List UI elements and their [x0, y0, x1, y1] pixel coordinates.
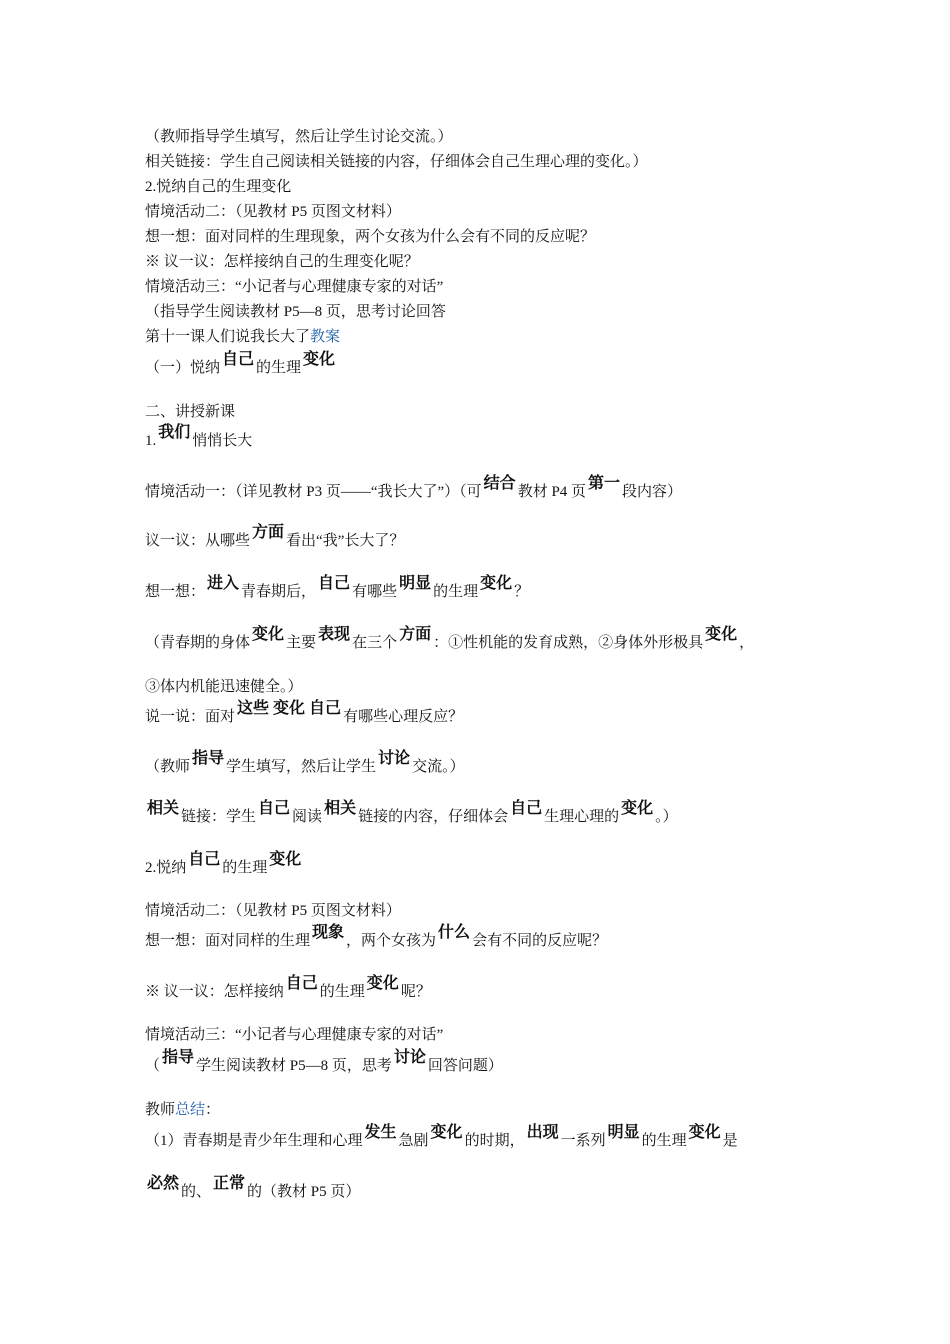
- text-run: 回答问题）: [427, 1058, 503, 1074]
- text-run: 相关链接：学生自己阅读相关链接的内容，仔细体会自己生理心理的变化。）: [145, 154, 648, 170]
- raised-term: 必然: [147, 1173, 180, 1192]
- text-run: 急剧: [398, 1133, 429, 1149]
- text-run: 链接的内容，仔细体会: [358, 809, 509, 825]
- text-run: 2.悦纳: [145, 860, 187, 876]
- text-line: [145, 202, 401, 222]
- raised-term: 自己: [258, 798, 291, 817]
- text-line: [145, 302, 446, 322]
- highlighted-link[interactable]: 总结: [175, 1102, 206, 1118]
- raised-term: 变化: [269, 849, 302, 868]
- raised-term: 结合: [483, 473, 516, 492]
- raised-term: 自己: [222, 349, 255, 368]
- text-run: （指导学生阅读教材 P5—8 页，思考讨论回答: [145, 304, 446, 320]
- raised-term: 变化: [688, 1122, 721, 1141]
- raised-term: 指导: [162, 1047, 195, 1066]
- text-line: [145, 677, 303, 697]
- raised-term: 自己: [188, 849, 221, 868]
- text-run: 的生理: [256, 360, 302, 376]
- text-run: 的生理: [319, 984, 365, 1000]
- text-run: 学生填写，然后让学生: [226, 759, 377, 775]
- text-run: ※ 议一议：怎样接纳自己的生理变化呢？: [145, 254, 419, 270]
- text-run: 想一想：: [145, 584, 206, 600]
- raised-term: 什么: [438, 922, 471, 941]
- text-run: 阅读: [292, 809, 323, 825]
- raised-term: 自己: [285, 973, 318, 992]
- raised-term: 自己: [309, 698, 342, 717]
- text-line: [145, 227, 595, 247]
- raised-term: 我们: [158, 422, 191, 441]
- raised-term: 进入: [207, 573, 240, 592]
- raised-term: 发生: [364, 1122, 397, 1141]
- raised-term: 讨论: [393, 1047, 426, 1066]
- raised-term: 出现: [526, 1122, 559, 1141]
- text-run: 主要: [286, 635, 317, 651]
- raised-term: 变化: [430, 1122, 463, 1141]
- text-line: [145, 849, 303, 878]
- highlighted-link[interactable]: 教案: [310, 329, 341, 345]
- raised-term: 这些: [237, 698, 270, 717]
- raised-term: 变化: [303, 349, 336, 368]
- text-run: 青春期后，: [241, 584, 317, 600]
- raised-term: 方面: [252, 522, 285, 541]
- text-run: 的生理: [222, 860, 268, 876]
- text-run: 的时期，: [464, 1133, 525, 1149]
- raised-term: 相关: [147, 798, 180, 817]
- text-run: 教师: [145, 1102, 176, 1118]
- text-run: 悄悄长大: [192, 433, 253, 449]
- raised-term: 指导: [192, 748, 225, 767]
- text-line: [145, 127, 453, 147]
- text-run: （一）悦纳: [145, 360, 221, 376]
- text-run: ，: [739, 635, 755, 651]
- raised-term: 变化: [480, 573, 513, 592]
- text-line: [145, 922, 608, 951]
- text-run: 的（教材 P5 页）: [247, 1184, 361, 1200]
- raised-term: 相关: [324, 798, 357, 817]
- text-run: 一系列: [560, 1133, 606, 1149]
- raised-term: 现象: [312, 922, 345, 941]
- raised-term: 变化: [252, 624, 285, 643]
- text-line: [145, 522, 405, 551]
- text-line: [145, 402, 235, 422]
- text-run: 有哪些心理反应？: [343, 709, 464, 725]
- text-run: 第十一课人们说我长大了: [145, 329, 311, 345]
- text-run: 交流。）: [412, 759, 465, 775]
- text-run: ，两个女孩为: [346, 933, 437, 949]
- text-line: [145, 473, 683, 502]
- text-run: 段内容）: [622, 484, 683, 500]
- text-run: 的生理: [433, 584, 479, 600]
- raised-term: 正常: [213, 1173, 246, 1192]
- text-run: 1.: [145, 433, 157, 449]
- text-run: 想一想：面对同样的生理: [145, 933, 311, 949]
- text-line: [145, 748, 465, 777]
- text-run: 情境活动三：“小记者与心理健康专家的对话”: [145, 279, 444, 295]
- raised-term: 变化: [366, 973, 399, 992]
- text-run: 情境活动二：（见教材 P5 页图文材料）: [145, 204, 401, 220]
- text-run: 看出“我”长大了？: [286, 533, 405, 549]
- raised-term: 变化: [273, 698, 306, 717]
- text-line: [145, 698, 464, 727]
- text-run: 的、: [181, 1184, 212, 1200]
- text-run: 。）: [655, 809, 678, 825]
- raised-term: 变化: [621, 798, 654, 817]
- text-line: [145, 277, 443, 297]
- text-run: 2.悦纳自己的生理变化: [145, 179, 292, 195]
- raised-term: 第一: [588, 473, 621, 492]
- text-run: 说一说：面对: [145, 709, 236, 725]
- raised-term: 方面: [399, 624, 432, 643]
- raised-term: 自己: [318, 573, 351, 592]
- text-run: ：①性机能的发育成熟，②身体外形极具: [433, 635, 704, 651]
- text-line: [145, 798, 678, 827]
- text-run: ？: [514, 584, 530, 600]
- raised-term: 表现: [318, 624, 351, 643]
- text-line: [145, 1173, 361, 1202]
- text-run: 链接：学生: [181, 809, 257, 825]
- text-line: [145, 152, 648, 172]
- text-line: [145, 973, 431, 1002]
- text-run: 在三个: [352, 635, 398, 651]
- text-line: [145, 327, 340, 347]
- text-run: 学生阅读教材 P5—8 页，思考: [196, 1058, 392, 1074]
- text-run: 有哪些: [352, 584, 398, 600]
- text-run: （教师指导学生填写，然后让学生讨论交流。）: [145, 129, 453, 145]
- text-line: [145, 624, 755, 653]
- raised-term: 明显: [607, 1122, 640, 1141]
- text-run: 情境活动三：“小记者与心理健康专家的对话”: [145, 1027, 444, 1043]
- text-line: [145, 252, 419, 272]
- text-run: ③体内机能迅速健全。）: [145, 679, 303, 695]
- text-run: ※ 议一议：怎样接纳: [145, 984, 284, 1000]
- text-run: 的生理: [641, 1133, 687, 1149]
- text-run: 生理心理的: [544, 809, 620, 825]
- raised-term: 自己: [510, 798, 543, 817]
- text-line: [145, 901, 401, 921]
- text-run: ：: [205, 1102, 221, 1118]
- text-line: [145, 573, 530, 602]
- text-run: 是: [722, 1133, 738, 1149]
- text-run: 呢？: [400, 984, 431, 1000]
- text-line: [145, 1100, 220, 1120]
- text-run: 会有不同的反应呢？: [472, 933, 608, 949]
- text-run: （教师: [145, 759, 191, 775]
- text-run: 二、讲授新课: [145, 404, 236, 420]
- text-run: 情境活动一：（详见教材 P3 页——“我长大了”）（可: [145, 484, 482, 500]
- raised-term: 变化: [705, 624, 738, 643]
- text-run: （青春期的身体: [145, 635, 251, 651]
- text-run: 教材 P4 页: [517, 484, 587, 500]
- text-run: （: [145, 1058, 161, 1074]
- text-run: （1）青春期是青少年生理和心理: [145, 1133, 363, 1149]
- text-line: [145, 1025, 443, 1045]
- text-line: [145, 1122, 738, 1151]
- text-run: 情境活动二：（见教材 P5 页图文材料）: [145, 903, 401, 919]
- raised-term: 明显: [399, 573, 432, 592]
- text-line: [145, 177, 291, 197]
- text-run: 议一议：从哪些: [145, 533, 251, 549]
- text-line: [145, 422, 253, 451]
- raised-term: 讨论: [378, 748, 411, 767]
- text-line: [145, 349, 337, 378]
- text-run: 想一想：面对同样的生理现象，两个女孩为什么会有不同的反应呢？: [145, 229, 596, 245]
- text-line: [145, 1047, 503, 1076]
